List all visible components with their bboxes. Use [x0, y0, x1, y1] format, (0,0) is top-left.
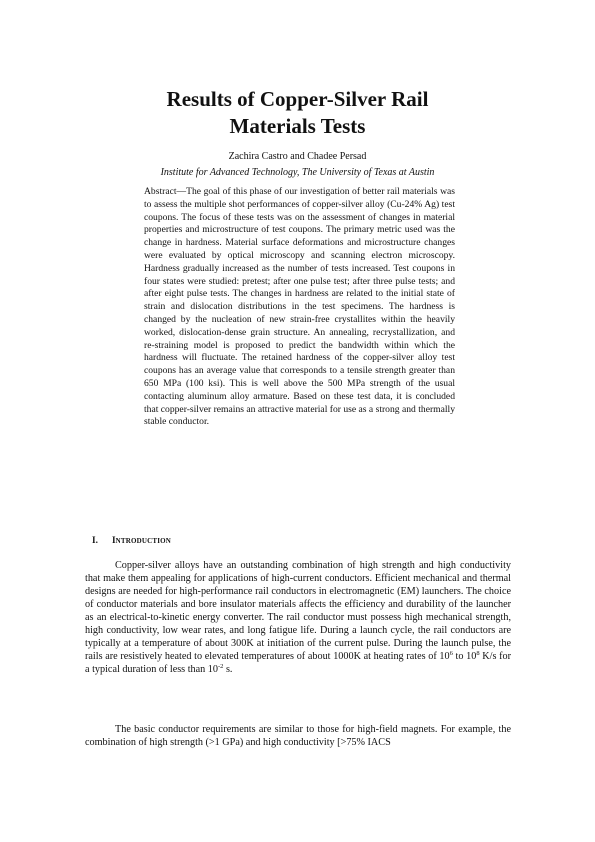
paragraph-2-text: The basic conductor requirements are similar to those for high-field magnets. For example, the combination of high strength (>1 GPa) and high conductivity [>75% IACS — [85, 724, 511, 748]
paper-title — [60, 86, 535, 140]
exponent-2: 8 — [476, 650, 480, 657]
paragraph-1-text-mid: to 10 — [452, 651, 477, 662]
paragraph-2 — [85, 723, 511, 749]
section-number: I. — [92, 535, 98, 545]
paragraph-1-text-end: s. — [223, 664, 233, 675]
title-line-2: Materials Tests — [229, 114, 366, 138]
title-line-1: Results of Copper-Silver Rail — [166, 87, 429, 111]
authors: Zachira Castro and Chadee Persad — [228, 151, 367, 162]
exponent-3: -2 — [217, 663, 224, 670]
section-title-initial: I — [112, 535, 116, 545]
exponent-1: 6 — [449, 650, 453, 657]
section-title-rest: NTRODUCTION — [115, 537, 172, 545]
abstract: Abstract—The goal of this phase of our investigation of better rail materials was to assess the multiple shot performances of copper-silver alloy (Cu-24% Ag) test coupons. The focus of these tests was on the assessment of changes in material properties and microstructure of test coupons. The primary metric used was the change in hardness. Material surface deformations and microstructure changes were evaluated by optical microscopy and scanning electron microscopy. Hardness gradually increased as the number of tests increased. Test coupons in four states were studied: pretest; after one pulse test; after three pulse tests; and after eight pulse tests. The changes in hardness are related to the initial state of strain and dislocation distributions in the test specimens. The hardness is changed by the nucleation of new strain-free crystallites within the heavily worked, dislocation-dense grain structure. An annealing, recrystallization, and re-straining model is proposed to predict the bandwidth within which the hardness will fluctuate. The retained hardness of the copper-silver alloy test coupons has an average value that corresponds to a tensile strength greater than 650 MPa (100 ksi). This is well above the 500 MPa strength of the usual contacting aluminum alloy armature. Based on these test data, it is concluded that copper-silver remains an attractive material for use as a strong and thermally stable conductor. — [144, 186, 455, 428]
section-heading-introduction — [92, 534, 171, 547]
paragraph-1-text-after: K/s for a typical duration of less than 10 — [85, 651, 511, 675]
affiliation: Institute for Advanced Technology, The University of Texas at Austin — [160, 167, 435, 178]
paragraph-1-text: Copper-silver alloys have an outstanding combination of high strength and high conductivity that make them appealing for applications of high-current conductors. Efficient mechanical and thermal designs are needed for high-performance rail conductors in electromagnetic (EM) launchers. The choice of conductor materials and bore insulator materials affects the efficiency and durability of the launcher as an electrical-to-kinetic energy converter. The rail conductor must possess high mechanical strength, high conductivity, low wear rates, and long fatigue life. During a launch cycle, the rail conductors are typically at a temperature of about 300K at initiation of the current pulse. During the launch pulse, the rails are resistively heated to elevated temperatures of about 1000K at heating rates of 10 — [85, 560, 511, 662]
paragraph-1 — [85, 559, 511, 676]
